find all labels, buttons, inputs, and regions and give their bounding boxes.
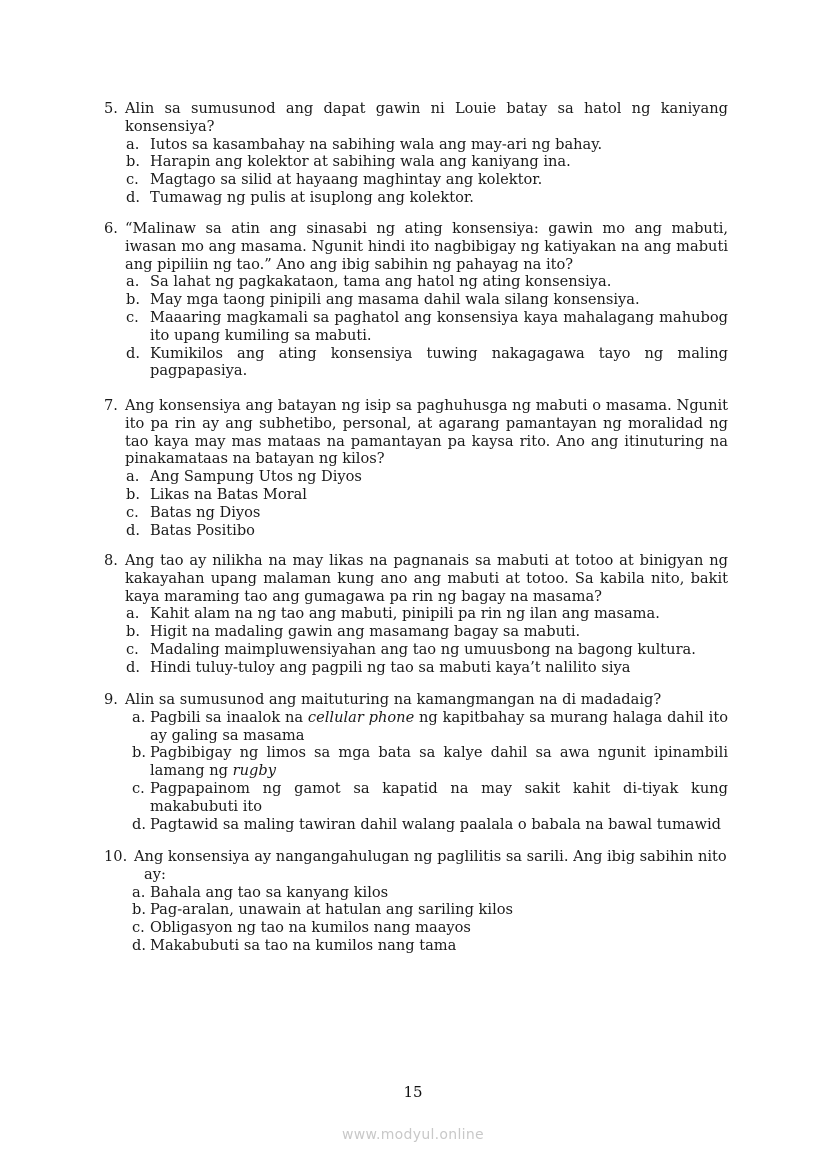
question-number: 7.: [104, 397, 118, 414]
option-d: [104, 189, 728, 207]
question-text: Alin sa sumusunod ang maituturing na kamangmangan na di madadaig?: [125, 691, 662, 708]
option-text: Higit na madaling gawin ang masamang bagay sa mabuti.: [150, 623, 581, 641]
option-text: Likas na Batas Moral: [150, 485, 307, 503]
option-c: [104, 171, 728, 189]
option-letter: c.: [132, 919, 145, 937]
option-b: [104, 623, 728, 641]
option-letter: d.: [126, 658, 140, 676]
option-letter: d.: [126, 521, 140, 539]
option-letter: c.: [126, 640, 139, 658]
option-a: [104, 605, 728, 623]
option-b: [104, 153, 728, 171]
option-letter: b.: [126, 291, 140, 309]
option-d: [104, 345, 728, 381]
option-text: Bahala ang tao sa kanyang kilos: [150, 883, 389, 901]
option-letter: b.: [132, 744, 146, 762]
option-letter: b.: [132, 901, 146, 919]
option-letter: d.: [132, 815, 146, 833]
option-d: [104, 937, 728, 955]
question-stem: [104, 552, 728, 605]
option-c: [104, 919, 728, 937]
option-c: [104, 780, 728, 816]
option-b: [104, 901, 728, 919]
option-text: Magtago sa silid at hayaang maghintay ang kolektor.: [150, 171, 543, 189]
option-text: Batas ng Diyos: [150, 503, 261, 521]
option-list: [104, 136, 728, 207]
question-5: [104, 100, 728, 207]
option-letter: a.: [126, 468, 140, 486]
option-c: [104, 309, 728, 345]
italic-term: cellular phone: [307, 708, 415, 726]
option-a: [104, 709, 728, 745]
question-text: Ang konsensiya ang batayan ng isip sa paghuhusga ng mabuti o masama. Ngunit ito pa rin ay ang subhetibo, personal, at agarang pamantayan ng moralidad ng tao kaya may mas mataas na pamantayan pa kaysa rito. Ano ang itinuturing na pinakamataas na batayan ng kilos?: [125, 397, 728, 468]
option-c: [104, 641, 728, 659]
option-text: Hindi tuluy-tuloy ang pagpili ng tao sa mabuti kaya’t nalilito siya: [150, 658, 631, 676]
question-number: 6.: [104, 220, 118, 237]
option-text: May mga taong pinipili ang masama dahil wala silang konsensiya.: [150, 291, 640, 309]
option-list: [104, 709, 728, 834]
option-text: Pagbibigay ng limos sa mga bata sa kalye dahil sa awa ngunit ipinambili lamang ng rugby: [150, 744, 728, 780]
question-6: [104, 220, 728, 380]
option-b: [104, 291, 728, 309]
option-text: Pagbili sa inaalok na cellular phone ng kapitbahay sa murang halaga dahil ito ay galing sa masama: [150, 708, 728, 744]
option-letter: d.: [132, 936, 146, 954]
question-text-continued: ay:: [144, 865, 166, 883]
question-stem: [104, 848, 728, 884]
option-text: Madaling maimpluwensiyahan ang tao ng umuusbong na bagong kultura.: [150, 640, 696, 658]
question-text: “Malinaw sa atin ang sinasabi ng ating konsensiya: gawin mo ang mabuti, iwasan mo ang masama. Ngunit hindi ito nagbibigay ng katiyakan na ang mabuti ang pipiliin ng tao.” Ano ang ibig sabihin ng pahayag na ito?: [125, 220, 728, 273]
question-number: 5.: [104, 100, 118, 117]
option-text: Makabubuti sa tao na kumilos nang tama: [150, 936, 457, 954]
option-list: [104, 884, 728, 955]
option-letter: a.: [132, 883, 146, 901]
option-a: [104, 273, 728, 291]
option-letter: b.: [126, 485, 140, 503]
option-text: Iutos sa kasambahay na sabihing wala ang may-ari ng bahay.: [150, 135, 603, 153]
option-letter: a.: [126, 135, 140, 153]
option-d: [104, 816, 728, 834]
option-list: [104, 273, 728, 380]
option-letter: a.: [132, 708, 146, 726]
option-letter: d.: [126, 188, 140, 206]
option-text: Pagpapainom ng gamot sa kapatid na may sakit kahit di-tiyak kung makabubuti ito: [150, 779, 728, 815]
question-number: 9.: [104, 691, 118, 708]
option-letter: a.: [126, 605, 140, 623]
option-a: [104, 468, 728, 486]
question-text: Ang konsensiya ay nangangahulugan ng paglilitis sa sarili. Ang ibig sabihin nito: [134, 848, 727, 865]
footer-watermark: www.modyul.online: [342, 1127, 484, 1143]
option-letter: c.: [132, 779, 145, 797]
option-a: [104, 136, 728, 154]
option-letter: d.: [126, 344, 140, 362]
option-letter: a.: [126, 273, 140, 291]
question-7: [104, 397, 728, 539]
question-stem: [104, 397, 728, 468]
question-8: [104, 552, 728, 677]
question-number: 8.: [104, 552, 118, 569]
italic-term: rugby: [232, 762, 276, 780]
option-list: [104, 605, 728, 676]
option-letter: c.: [126, 171, 139, 189]
option-text: Sa lahat ng pagkakataon, tama ang hatol ng ating konsensiya.: [150, 273, 612, 291]
option-text: Pag-aralan, unawain at hatulan ang sariling kilos: [150, 901, 514, 919]
option-b: [104, 744, 728, 780]
option-text: Kahit alam na ng tao ang mabuti, pinipili pa rin ng ilan ang masama.: [150, 605, 660, 623]
option-letter: b.: [126, 623, 140, 641]
option-text: Batas Positibo: [150, 521, 255, 539]
option-c: [104, 504, 728, 522]
option-d: [104, 522, 728, 540]
question-stem: [104, 220, 728, 273]
question-stem: [104, 100, 728, 136]
option-letter: c.: [126, 503, 139, 521]
question-stem: [104, 691, 728, 709]
question-number: 10.: [104, 848, 128, 865]
question-text: Ang tao ay nilikha na may likas na pagnanais sa mabuti at totoo at binigyan ng kakayahan upang malaman kung ano ang mabuti at totoo. Sa kabila nito, bakit kaya maraming tao ang gumagawa pa rin ng bagay na masama?: [125, 552, 728, 605]
option-text: Kumikilos ang ating konsensiya tuwing nakagagawa tayo ng maling pagpapasiya.: [150, 344, 728, 380]
option-d: [104, 659, 728, 677]
option-text: Tumawag ng pulis at isuplong ang kolektor.: [150, 188, 474, 206]
question-text: Alin sa sumusunod ang dapat gawin ni Louie batay sa hatol ng kaniyang konsensiya?: [125, 100, 728, 135]
option-letter: c.: [126, 308, 139, 326]
question-10: [104, 848, 728, 955]
option-b: [104, 486, 728, 504]
question-9: [104, 691, 728, 833]
option-a: [104, 884, 728, 902]
option-list: [104, 468, 728, 539]
option-text: Maaaring magkamali sa paghatol ang konsensiya kaya mahalagang mahubog ito upang kumiling sa mabuti.: [150, 308, 728, 344]
option-letter: b.: [126, 153, 140, 171]
option-text: Ang Sampung Utos ng Diyos: [150, 468, 362, 486]
option-text: Pagtawid sa maling tawiran dahil walang paalala o babala na bawal tumawid: [150, 815, 722, 833]
option-text: Harapin ang kolektor at sabihing wala ang kaniyang ina.: [150, 153, 571, 171]
page-number: 15: [403, 1083, 423, 1101]
option-text: Obligasyon ng tao na kumilos nang maayos: [150, 919, 471, 937]
